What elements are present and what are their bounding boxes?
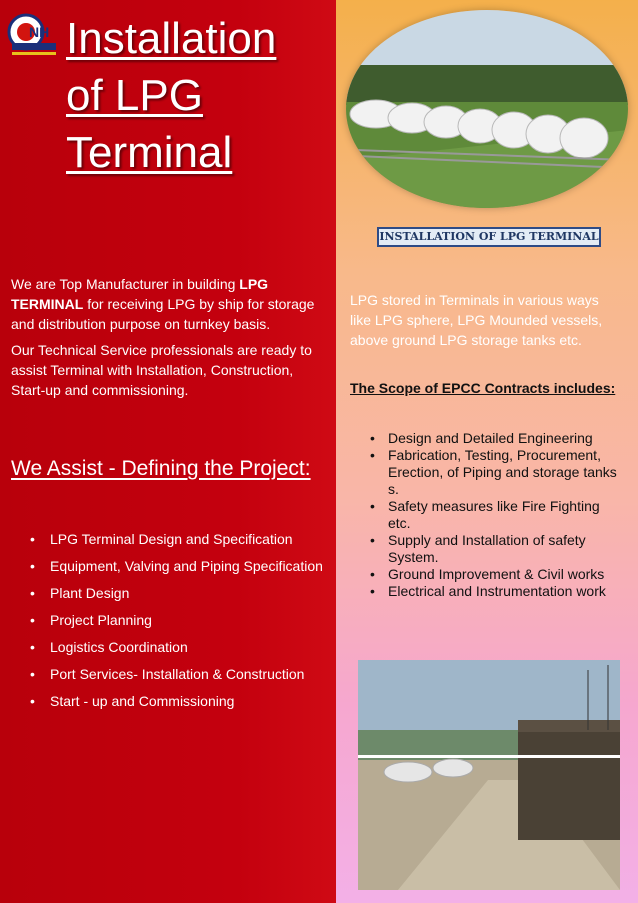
- list-item: • Equipment, Valving and Piping Specification: [30, 553, 330, 580]
- list-item: • Start - up and Commissioning: [30, 688, 330, 715]
- page-title: [66, 10, 328, 181]
- title-line-2: of LPG: [66, 71, 203, 120]
- title-line-1: Installation: [66, 14, 277, 63]
- terminal-site-photo: [358, 660, 620, 890]
- list-item: • Fabrication, Testing, Procurement, Erection, of Piping and storage tanks s.: [370, 447, 626, 498]
- list-item: • Logistics Coordination: [30, 634, 330, 661]
- intro-p1-start: We are Top Manufacturer in building: [11, 276, 240, 292]
- company-logo: [4, 6, 60, 60]
- title-line-3: Terminal: [66, 128, 233, 177]
- intro-paragraph-1: [11, 274, 326, 334]
- scope-list: [370, 430, 626, 600]
- logo-text: NH: [29, 24, 50, 40]
- lpg-tanks-photo: [346, 10, 628, 208]
- list-item: • Supply and Installation of safety System.: [370, 532, 626, 566]
- list-item: • Ground Improvement & Civil works: [370, 566, 626, 583]
- list-item: • LPG Terminal Design and Specification: [30, 526, 330, 553]
- assist-list: [30, 526, 330, 715]
- photo-caption: INSTALLATION OF LPG TERMINAL: [377, 227, 601, 247]
- intro-p1-end: for receiving LPG by ship for storage and distribution purpose on turnkey basis.: [11, 296, 315, 332]
- right-intro-text: LPG stored in Terminals in various ways like LPG sphere, LPG Mounded vessels, above ground LPG storage tanks etc.: [350, 292, 603, 348]
- intro-text: [11, 274, 326, 406]
- list-item: • Design and Detailed Engineering: [370, 430, 626, 447]
- intro-paragraph-2: Our Technical Service professionals are ready to assist Terminal with Installation, Construction, Start-up and commissioning.: [11, 342, 312, 398]
- scope-heading: The Scope of EPCC Contracts includes:: [350, 380, 616, 396]
- list-item: • Plant Design: [30, 580, 330, 607]
- intro-p1-bold: LPG TERMINAL: [11, 276, 269, 312]
- assist-heading: We Assist - Defining the Project:: [11, 457, 311, 480]
- list-item: • Project Planning: [30, 607, 330, 634]
- list-item: • Safety measures like Fire Fighting etc.: [370, 498, 626, 532]
- list-item: • Electrical and Instrumentation work: [370, 583, 626, 600]
- list-item: • Port Services- Installation & Construction: [30, 661, 330, 688]
